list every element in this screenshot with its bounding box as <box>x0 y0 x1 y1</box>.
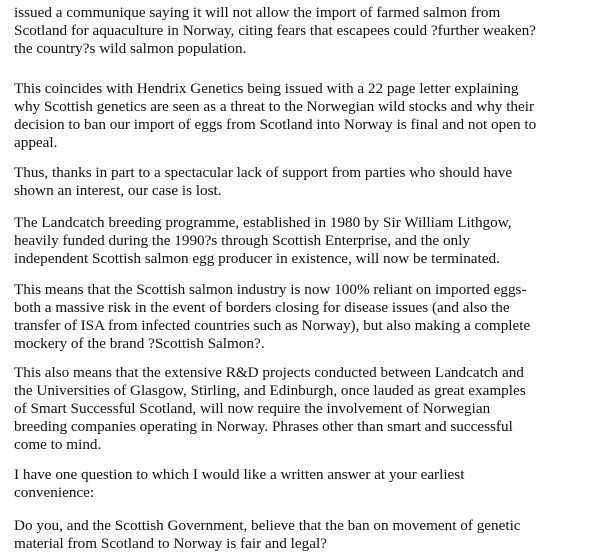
text-line: come to mind. <box>14 436 102 453</box>
paragraph-norway-communique <box>14 4 594 58</box>
text-line: of Smart Successful Scotland, will now require the involvement of Norwegian <box>14 400 491 417</box>
text-line: Scotland for aquaculture in Norway, citing fears that escapees could ?further weaken? <box>14 22 536 39</box>
text-line: the country?s wild salmon population. <box>14 40 247 57</box>
paragraph-hendrix-letter <box>14 80 594 152</box>
text-line: This also means that the extensive R&D projects conducted between Landcatch and <box>14 364 524 381</box>
text-line: decision to ban our import of eggs from Scotland into Norway is final and not open to <box>14 116 537 133</box>
text-line: appeal. <box>14 134 58 151</box>
text-line: Thus, thanks in part to a spectacular lack of support from parties who should have <box>14 164 513 181</box>
text-line: convenience: <box>14 484 95 501</box>
text-line: why Scottish genetics are seen as a threat to the Norwegian wild stocks and why their <box>14 98 535 115</box>
text-line: I have one question to which I would like a written answer at your earliest <box>14 466 465 483</box>
text-line: material from Scotland to Norway is fair and legal? <box>14 535 327 552</box>
text-line: shown an interest, our case is lost. <box>14 182 222 199</box>
text-line: breeding companies operating in Norway. Phrases other than smart and successful <box>14 418 513 435</box>
paragraph-rd-projects <box>14 364 594 454</box>
text-line: both a massive risk in the event of borders closing for disease issues (and also the <box>14 299 510 316</box>
text-line: transfer of ISA from infected countries such as Norway), but also making a complete <box>14 317 531 334</box>
paragraph-landcatch-programme <box>14 214 594 268</box>
text-line: The Landcatch breeding programme, established in 1980 by Sir William Lithgow, <box>14 214 512 231</box>
text-line: issued a communique saying it will not allow the import of farmed salmon from <box>14 4 501 21</box>
text-line: This coincides with Hendrix Genetics being issued with a 22 page letter explaining <box>14 80 519 97</box>
paragraph-imported-eggs <box>14 281 594 353</box>
text-line: Do you, and the Scottish Government, believe that the ban on movement of genetic <box>14 517 521 534</box>
text-line: independent Scottish salmon egg producer in existence, will now be terminated. <box>14 250 500 267</box>
text-line: mockery of the brand ?Scottish Salmon?. <box>14 335 265 352</box>
paragraph-question-intro <box>14 466 594 502</box>
paragraph-case-lost <box>14 164 594 200</box>
paragraph-question <box>14 517 594 553</box>
text-line: the Universities of Glasgow, Stirling, and Edinburgh, once lauded as great examples <box>14 382 526 399</box>
text-line: heavily funded during the 1990?s through Scottish Enterprise, and the only <box>14 232 470 249</box>
text-line: This means that the Scottish salmon industry is now 100% reliant on imported eggs- <box>14 281 527 298</box>
